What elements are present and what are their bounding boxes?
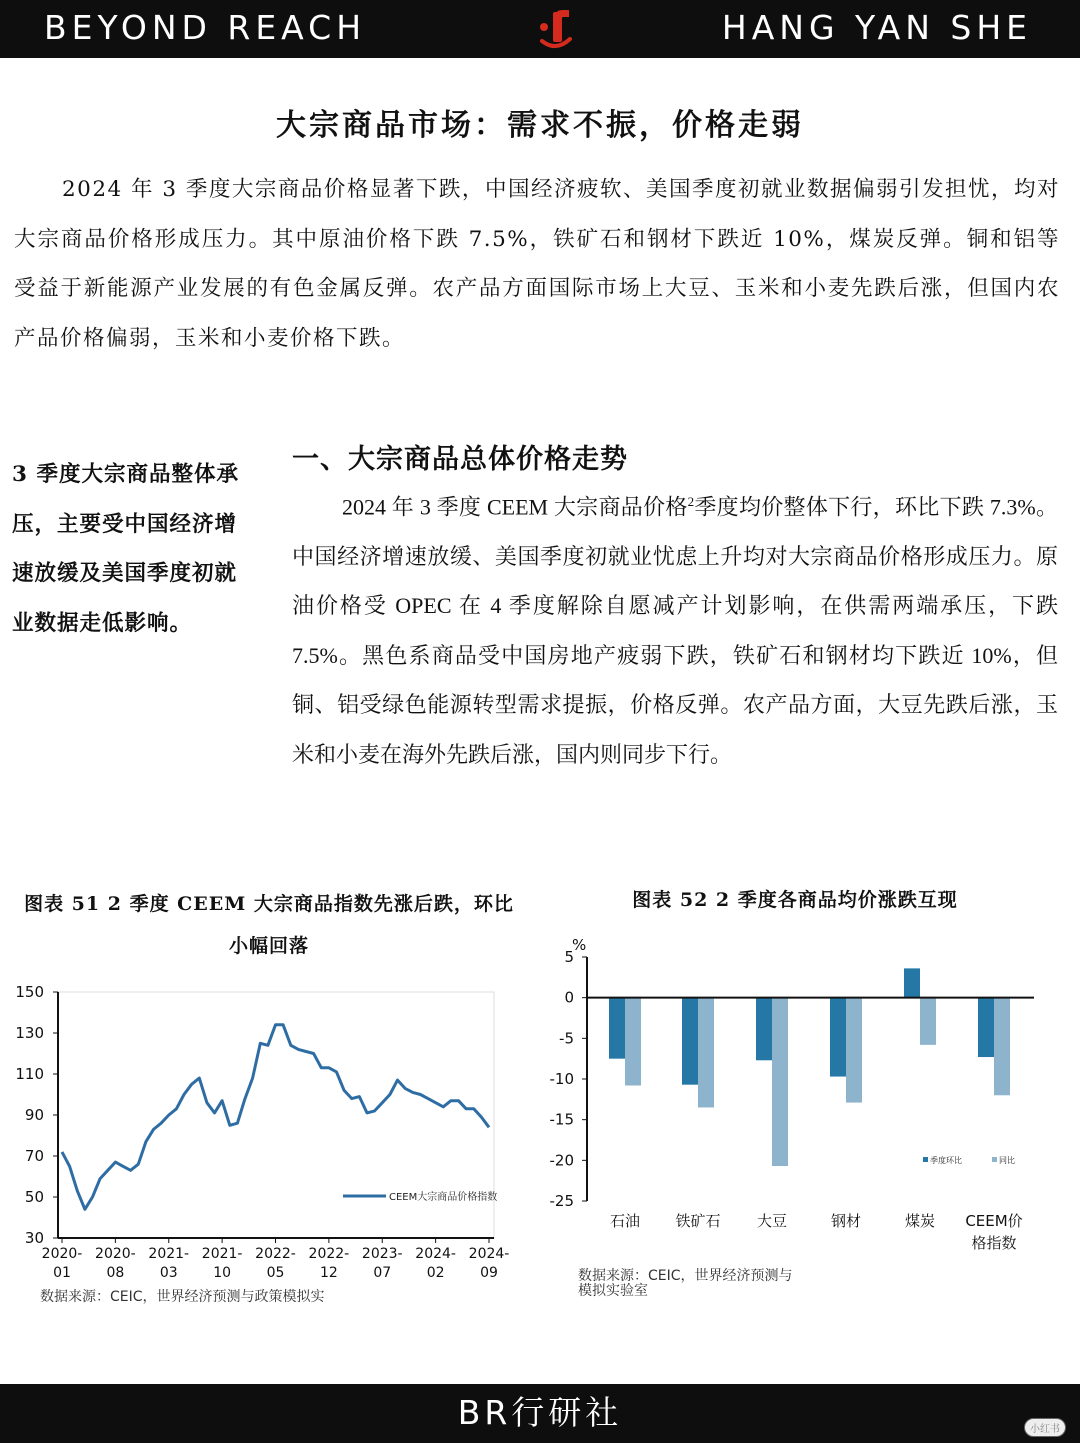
x-tick-month: 03 (159, 1265, 178, 1281)
x-tick-year: 2023- (361, 1246, 403, 1262)
line-chart-ceem-index (0, 975, 540, 1315)
brand-right-text: HANG YAN SHE (721, 8, 1032, 47)
x-tick-month: 08 (106, 1265, 125, 1281)
x-tick-year: 2020- (95, 1246, 136, 1262)
x-tick-year: 2022- (308, 1246, 350, 1262)
legend-swatch-qoq (923, 1157, 928, 1162)
x-tick-month: 05 (266, 1265, 285, 1281)
figure-52-source-line2: 模拟实验室 (578, 1283, 648, 1299)
x-tick-month: 09 (480, 1265, 498, 1281)
x-tick-year: 2021- (201, 1246, 243, 1262)
y-tick-label: 130 (15, 1024, 44, 1042)
body-text-part1: 2024 年 3 季度 CEEM 大宗商品价格 (342, 494, 688, 520)
y-axis-unit: % (572, 936, 587, 954)
body-text-part2: 季度均价整体下行，环比下跌 7.3%。中国经济增速放缓、美国季度初就业忧虑上升均对大宗商品价格形成压力。原油价格受 OPEC 在 4 季度解除自愿减产计划影响，在供需两端承压，下跌 7.5%。黑色系商品受中国房地产疲弱下跌，铁矿石和钢材均下跌近 10%，但铜、铝受绿色能源转型需求提振，价格反弹。农产品方面，大豆先跌后涨，玉米和小麦在海外先跌后涨，国内则同步下行。 (292, 494, 1058, 767)
figure-52-title: 图表 52 2 季度各商品均价涨跌互现 (632, 889, 958, 911)
x-tick-month: 12 (319, 1265, 338, 1281)
bar-qoq (682, 998, 698, 1085)
figure-51-title-line2: 小幅回落 (228, 935, 309, 957)
x-tick-year: 2022- (255, 1246, 296, 1262)
top-banner (0, 0, 1080, 58)
bar-chart-commodity-changes (540, 930, 1080, 1315)
bar-qoq (904, 968, 920, 997)
figure-51-source: 数据来源：CEIC，世界经济预测与政策模拟实 (40, 1289, 325, 1305)
bar-qoq (978, 998, 994, 1057)
y-tick-label: 70 (24, 1147, 44, 1165)
x-tick-month: 10 (213, 1265, 232, 1281)
bar-y-tick-label: -25 (549, 1192, 574, 1210)
bar-yoy (698, 998, 714, 1108)
legend-swatch-yoy (992, 1157, 997, 1162)
bar-y-tick-label: 5 (564, 948, 574, 966)
category-label: 格指数 (971, 1234, 1017, 1252)
y-tick-label: 50 (24, 1188, 44, 1206)
bar-yoy (920, 998, 936, 1045)
bar-y-tick-label: -10 (549, 1070, 574, 1088)
y-tick-label: 30 (24, 1229, 44, 1247)
bar-qoq (830, 998, 846, 1077)
ceem-index-line (62, 1025, 489, 1210)
side-summary-note: 3 季度大宗商品整体承压，主要受中国经济增速放缓及美国季度初就业数据走低影响。 (12, 462, 239, 636)
y-tick-label: 90 (24, 1106, 44, 1124)
category-label: 石油 (609, 1212, 641, 1230)
category-label: 大豆 (756, 1212, 788, 1230)
brand-left-text: BEYOND REACH (44, 8, 367, 47)
y-tick-label: 150 (15, 983, 44, 1001)
figure-51-title-line1: 图表 51 2 季度 CEEM 大宗商品指数先涨后跌，环比 (24, 893, 514, 915)
x-tick-month: 02 (426, 1265, 445, 1281)
figure-51-title (14, 883, 524, 967)
category-label: 煤炭 (904, 1212, 936, 1230)
figure-52-source-line1: 数据来源：CEIC，世界经济预测与 (578, 1268, 793, 1284)
bar-qoq (609, 998, 625, 1059)
bar-y-tick-label: -5 (559, 1029, 574, 1048)
x-tick-year: 2024- (468, 1246, 510, 1262)
bar-yoy (625, 998, 641, 1086)
bar-y-tick-label: -20 (549, 1151, 574, 1170)
section-body-paragraph (292, 477, 1058, 779)
intro-paragraph: 2024 年 3 季度大宗商品价格显著下跌，中国经济疲软、美国季度初就业数据偏弱引发担忧，均对大宗商品价格形成压力。其中原油价格下跌 7.5%，铁矿石和钢材下跌近 10%，煤炭反弹。铜和铝等受益于新能源产业发展的有色金属反弹。农产品方面国际市场上大豆、玉米和小麦先跌后涨，但国内农产品价格偏弱，玉米和小麦价格下跌。 (14, 177, 1060, 351)
x-tick-month: 07 (373, 1265, 392, 1281)
category-label: 铁矿石 (675, 1212, 721, 1230)
section-heading: 一、大宗商品总体价格走势 (292, 444, 628, 475)
category-label: 钢材 (830, 1212, 862, 1230)
bottom-banner (0, 1384, 1080, 1443)
watermark-badge: 小红书 (1024, 1418, 1066, 1437)
x-tick-year: 2020- (41, 1246, 83, 1262)
x-tick-month: 01 (53, 1265, 71, 1281)
bar-yoy (994, 998, 1010, 1096)
x-tick-year: 2021- (148, 1246, 190, 1262)
x-tick-year: 2024- (415, 1246, 456, 1262)
footnote-ref[interactable]: 2 (687, 494, 695, 509)
bar-yoy (772, 998, 788, 1166)
footer-brand: BR行研社 (457, 1393, 623, 1432)
br-logo-icon (536, 8, 578, 52)
bar-y-tick-label: -15 (549, 1110, 574, 1129)
bar-yoy (846, 998, 862, 1103)
page-title: 大宗商品市场：需求不振，价格走弱 (276, 108, 804, 143)
legend-label-qoq: 季度环比 (930, 1156, 962, 1165)
bar-qoq (756, 998, 772, 1061)
bar-y-tick-label: 0 (564, 988, 574, 1007)
legend-label: CEEM大宗商品价格指数 (389, 1192, 498, 1203)
category-label: CEEM价 (965, 1212, 1023, 1230)
y-tick-label: 110 (15, 1065, 44, 1083)
legend-label-yoy: 同比 (999, 1156, 1015, 1165)
